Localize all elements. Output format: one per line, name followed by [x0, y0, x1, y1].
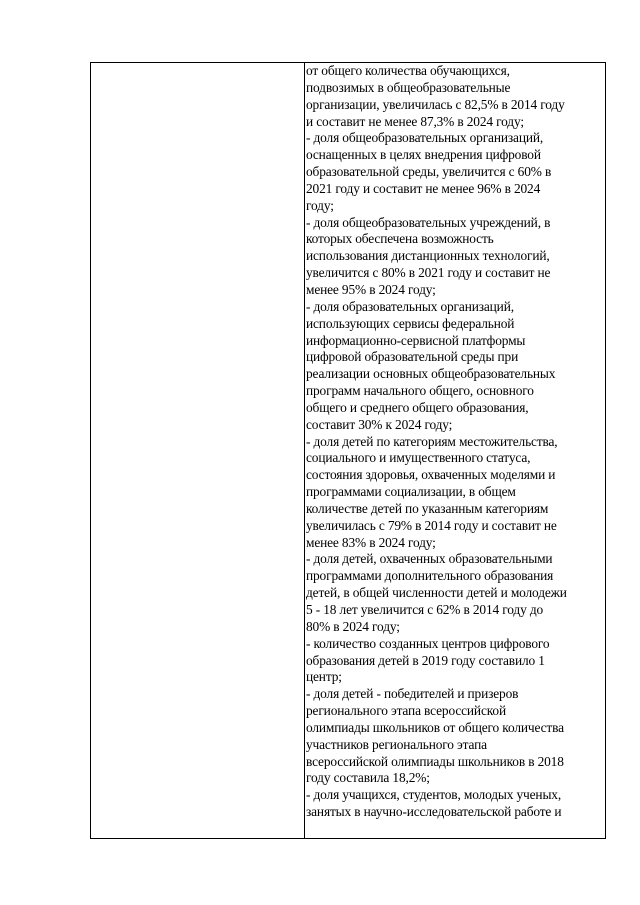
text-line: - доля общеобразовательных организаций,: [306, 130, 544, 146]
text-line: образования детей в 2019 году составило 1: [306, 652, 545, 668]
text-line: году составила 18,2%;: [306, 770, 430, 786]
text-line: - доля детей по категориям местожительства,: [306, 433, 558, 449]
text-line: - доля детей, охваченных образовательными: [306, 551, 553, 567]
text-line: состояния здоровья, охваченных моделями и: [306, 467, 556, 483]
table-right-cell: [305, 63, 605, 838]
text-line: и составит не менее 87,3% в 2024 году;: [306, 113, 524, 129]
document-table: [90, 62, 606, 839]
text-line: участников регионального этапа: [306, 736, 487, 752]
text-line: всероссийской олимпиады школьников в 2018: [306, 753, 564, 769]
text-line: 80% в 2024 году;: [306, 618, 400, 634]
text-line: составит 30% к 2024 году;: [306, 416, 453, 432]
text-line: образовательной среды, увеличится с 60% в: [306, 164, 552, 180]
text-line: оснащенных в целях внедрения цифровой: [306, 147, 541, 163]
text-line: олимпиады школьников от общего количества: [306, 719, 564, 735]
text-line: менее 95% в 2024 году;: [306, 281, 436, 297]
text-line: организации, увеличилась с 82,5% в 2014 году: [306, 96, 565, 112]
text-line: менее 83% в 2024 году;: [306, 534, 436, 550]
text-line: - доля детей - победителей и призеров: [306, 686, 519, 702]
text-line: социального и имущественного статуса,: [306, 450, 531, 466]
text-line: занятых в научно-исследовательской работе и: [306, 804, 562, 820]
text-line: - доля учащихся, студентов, молодых ученых,: [306, 787, 562, 803]
text-line: году;: [306, 197, 334, 213]
text-line: использующих сервисы федеральной: [306, 315, 515, 331]
text-line: программами дополнительного образования: [306, 568, 554, 584]
text-line: - доля образовательных организаций,: [306, 298, 514, 314]
text-line: программами социализации, в общем: [306, 484, 516, 500]
text-line: количестве детей по указанным категориям: [306, 500, 549, 516]
text-line: детей, в общей численности детей и молодежи: [306, 585, 567, 601]
text-line: подвозимых в общеобразовательные: [306, 79, 511, 95]
text-line: использования дистанционных технологий,: [306, 248, 550, 264]
text-line: - количество созданных центров цифрового: [306, 635, 550, 651]
text-line: 2021 году и составит не менее 96% в 2024: [306, 180, 541, 196]
text-line: информационно-сервисной платформы: [306, 332, 526, 348]
text-line: центр;: [306, 669, 342, 685]
text-line: от общего количества обучающихся,: [306, 63, 510, 78]
text-line: 5 - 18 лет увеличится с 62% в 2014 году до: [306, 602, 544, 617]
text-line: которых обеспечена возможность: [306, 231, 494, 247]
text-line: цифровой образовательной среды при: [306, 349, 519, 365]
text-line: увеличилась с 79% в 2014 году и составит не: [306, 517, 557, 533]
text-line: программ начального общего, основного: [306, 383, 534, 399]
text-line: - доля общеобразовательных учреждений, в: [306, 214, 551, 230]
text-line: регионального этапа всероссийской: [306, 703, 506, 719]
text-line: реализации основных общеобразовательных: [306, 366, 556, 382]
text-line: общего и среднего общего образования,: [306, 399, 529, 415]
text-line: увеличится с 80% в 2021 году и составит не: [306, 265, 551, 281]
table-left-cell: [91, 63, 304, 838]
